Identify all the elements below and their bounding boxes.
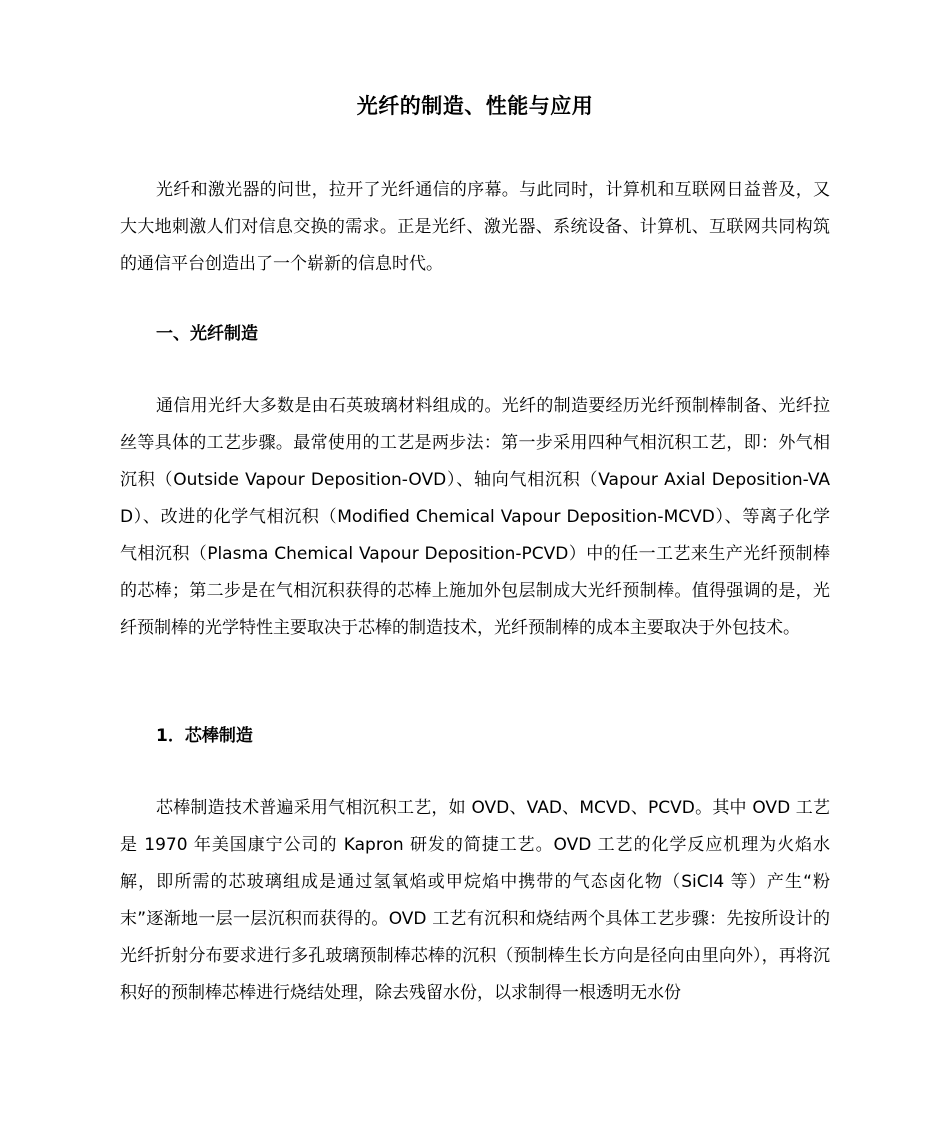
intro-paragraph: 光纤和激光器的问世，拉开了光纤通信的序幕。与此同时，计算机和互联网日益普及，又大大地刺激人们对信息交换的需求。正是光纤、激光器、系统设备、计算机、互联网共同构筑的通信平台创造出了一个崭新的信息时代。 [120, 180, 830, 274]
subsection-heading: 1．芯棒制造 [156, 726, 253, 746]
section-paragraph: 通信用光纤大多数是由石英玻璃材料组成的。光纤的制造要经历光纤预制棒制备、光纤拉丝等具体的工艺步骤。最常使用的工艺是两步法：第一步采用四种气相沉积工艺，即：外气相沉积（Outside Vapour Deposition-OVD）、轴向气相沉积（Vapour Axial Deposition-VAD）、改进的化学气相沉积（Modified Chemical Vapour Deposition-MCVD）、等离子化学气相沉积（Plasma Chemical Vapour Deposition-PCVD）中的任一工艺来生产光纤预制棒的芯棒；第二步是在气相沉积获得的芯棒上施加外包层制成大光纤预制棒。值得强调的是，光纤预制棒的光学特性主要取决于芯棒的制造技术，光纤预制棒的成本主要取决于外包技术。 [120, 396, 830, 638]
subsection-paragraph: 芯棒制造技术普遍采用气相沉积工艺，如 OVD、VAD、MCVD、PCVD。其中 OVD 工艺是 1970 年美国康宁公司的 Kapron 研发的简捷工艺。OVD 工艺的化学反应机理为火焰水解，即所需的芯玻璃组成是通过氢氧焰或甲烷焰中携带的气态卤化物（SiCl4 等）产生“粉末”逐渐地一层一层沉积而获得的。OVD 工艺有沉积和烧结两个具体工艺步骤：先按所设计的光纤折射分布要求进行多孔玻璃预制棒芯棒的沉积（预制棒生长方向是径向由里向外），再将沉积好的预制棒芯棒进行烧结处理，除去残留水份，以求制得一根透明无水份 [120, 798, 830, 1003]
document-title: 光纤的制造、性能与应用 [356, 94, 594, 118]
section-heading: 一、光纤制造 [156, 324, 258, 344]
